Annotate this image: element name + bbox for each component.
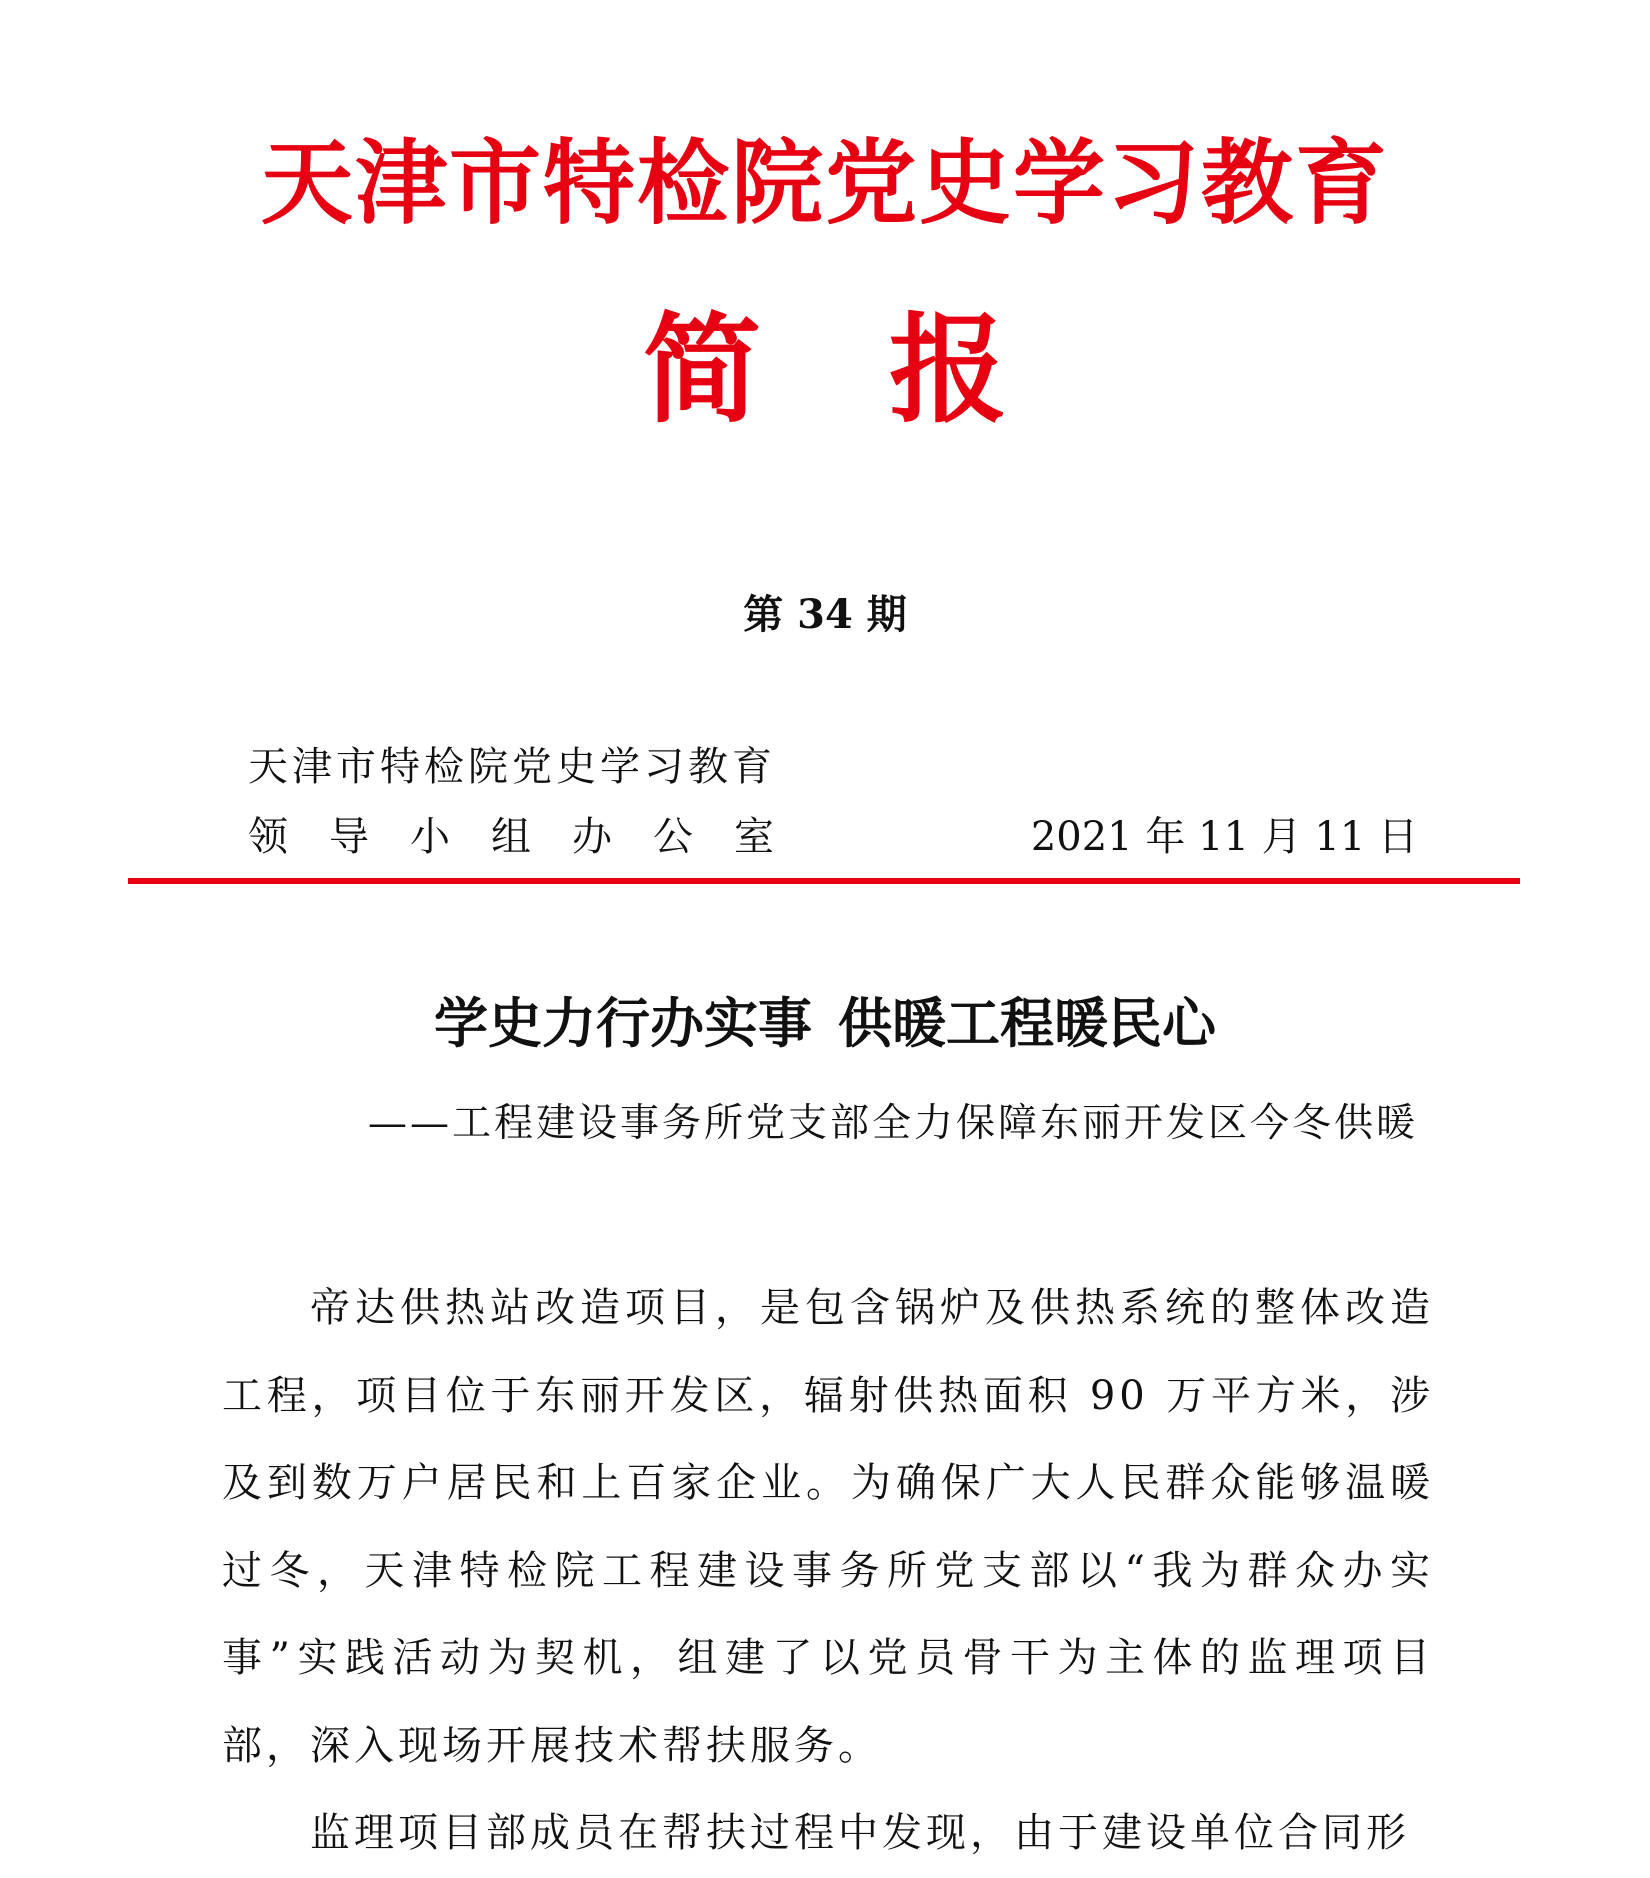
masthead-subtitle-left: 简 xyxy=(642,300,761,439)
issue-number: 第 34 期 xyxy=(743,591,907,638)
article-title xyxy=(0,988,1650,1058)
masthead-subtitle xyxy=(0,300,1650,439)
article-title-part-1: 学史力行办实事 xyxy=(434,991,812,1055)
body-paragraph: 帝达供热站改造项目，是包含锅炉及供热系统的整体改造工程，项目位于东丽开发区，辐射供热面积 90 万平方米，涉及到数万户居民和上百家企业。为确保广大人民群众能够温暖过冬，天津特检院工程建设事务所党支部以“我为群众办实事”实践活动为契机，组建了以党员骨干为主体的监理项目部，深入现场开展技术帮扶服务。 xyxy=(222,1285,1434,1769)
issue-date: 2021 年 11 月 11 日 xyxy=(1030,814,1418,860)
red-divider xyxy=(128,878,1520,884)
body-paragraph: 监理项目部成员在帮扶过程中发现，由于建设单位合同形 xyxy=(310,1810,1410,1856)
masthead-subtitle-right: 报 xyxy=(889,300,1008,439)
article-title-part-2: 供暖工程暖民心 xyxy=(838,991,1216,1055)
issuer-line-1: 天津市特检院党史学习教育 xyxy=(248,744,776,790)
article-body xyxy=(222,1265,1434,1878)
masthead-title: 天津市特检院党史学习教育 xyxy=(260,129,1389,237)
issuer-line-2: 领导小组办公室 xyxy=(248,814,815,860)
article-subtitle: ——工程建设事务所党支部全力保障东丽开发区今冬供暖 xyxy=(367,1101,1418,1146)
